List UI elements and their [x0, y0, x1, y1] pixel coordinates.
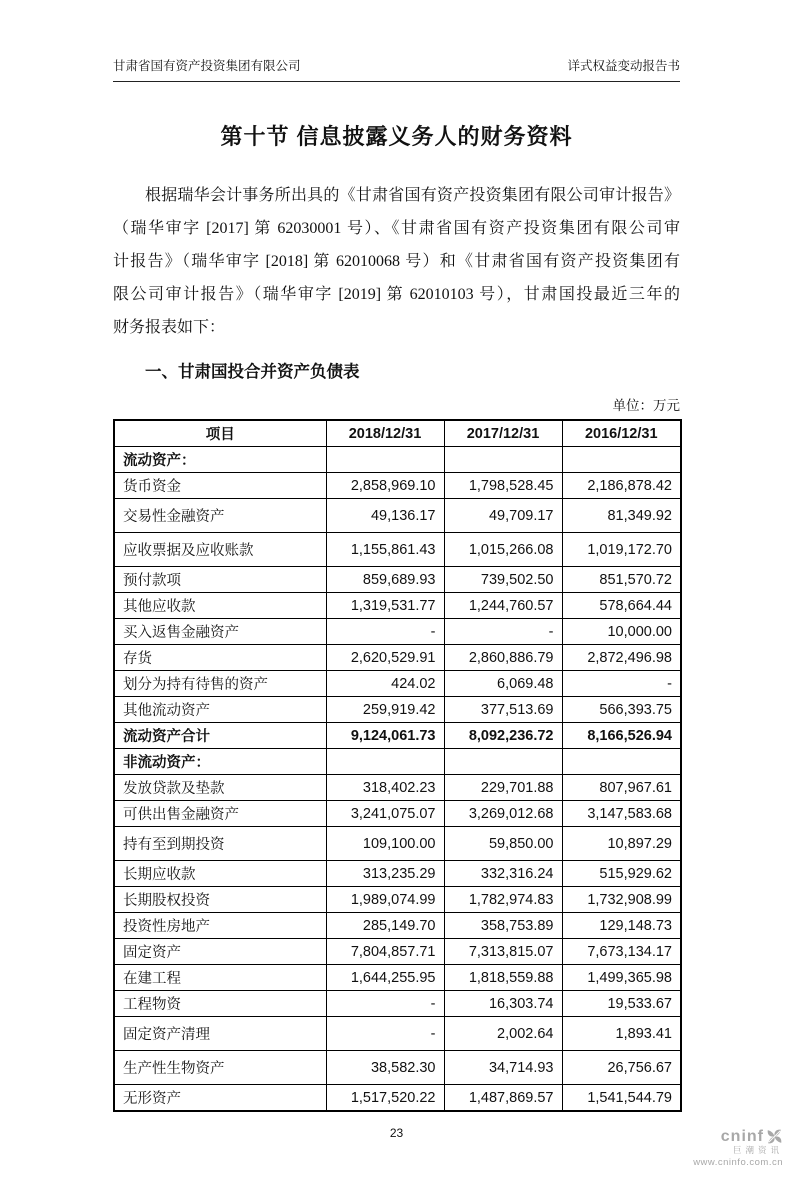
row-value: -	[326, 619, 444, 645]
running-header	[113, 56, 680, 82]
table-row	[114, 965, 681, 991]
paragraph-line: 根据瑞华会计事务所出具的《甘肃省国有资产投资集团有限公司审计报告》	[145, 187, 680, 204]
row-value: 49,709.17	[444, 499, 562, 533]
row-value: 807,967.61	[562, 775, 681, 801]
row-value: 377,513.69	[444, 697, 562, 723]
table-row	[114, 939, 681, 965]
cninfo-logo	[693, 1128, 783, 1168]
paragraph-line: 计报告》（瑞华审字 [2018] 第 62010068 号）和《甘肃省国有资产投资集团有	[113, 253, 680, 270]
row-value: 1,782,974.83	[444, 887, 562, 913]
table-row	[114, 567, 681, 593]
row-value: 1,798,528.45	[444, 473, 562, 499]
balance-sheet-table	[113, 419, 682, 1112]
table-row	[114, 645, 681, 671]
row-value: 109,100.00	[326, 827, 444, 861]
row-value: 313,235.29	[326, 861, 444, 887]
row-value	[444, 749, 562, 775]
row-value: 16,303.74	[444, 991, 562, 1017]
row-label: 应收票据及应收账款	[114, 533, 326, 567]
row-value: 34,714.93	[444, 1051, 562, 1085]
row-value: 10,897.29	[562, 827, 681, 861]
row-value: 1,732,908.99	[562, 887, 681, 913]
balance-table-body	[114, 447, 681, 1112]
row-value	[562, 447, 681, 473]
table-row	[114, 593, 681, 619]
table-row	[114, 887, 681, 913]
section-heading: 一、甘肃国投合并资产负债表	[145, 363, 360, 381]
row-label: 可供出售金融资产	[114, 801, 326, 827]
column-header-2017: 2017/12/31	[444, 420, 562, 447]
row-value: 318,402.23	[326, 775, 444, 801]
row-label: 固定资产	[114, 939, 326, 965]
table-row	[114, 619, 681, 645]
row-value: -	[326, 1017, 444, 1051]
row-label: 存货	[114, 645, 326, 671]
row-label: 持有至到期投资	[114, 827, 326, 861]
row-value: 358,753.89	[444, 913, 562, 939]
paragraph-line: （瑞华审字 [2017] 第 62030001 号）、《甘肃省国有资产投资集团有限公司审	[113, 220, 680, 237]
row-value: 3,269,012.68	[444, 801, 562, 827]
row-label: 投资性房地产	[114, 913, 326, 939]
table-row	[114, 1085, 681, 1112]
row-value: 424.02	[326, 671, 444, 697]
row-label: 货币资金	[114, 473, 326, 499]
column-header-2018: 2018/12/31	[326, 420, 444, 447]
page-number: 23	[389, 1126, 404, 1140]
row-value: 59,850.00	[444, 827, 562, 861]
row-value: 1,644,255.95	[326, 965, 444, 991]
row-value: 859,689.93	[326, 567, 444, 593]
row-value: 38,582.30	[326, 1051, 444, 1085]
table-row	[114, 827, 681, 861]
row-value: 1,487,869.57	[444, 1085, 562, 1112]
row-value: 1,989,074.99	[326, 887, 444, 913]
row-label: 交易性金融资产	[114, 499, 326, 533]
row-value: 1,155,861.43	[326, 533, 444, 567]
row-value: 8,092,236.72	[444, 723, 562, 749]
row-label: 流动资产：	[114, 447, 326, 473]
row-value: 7,673,134.17	[562, 939, 681, 965]
column-header-2016: 2016/12/31	[562, 420, 681, 447]
row-label: 长期股权投资	[114, 887, 326, 913]
row-value: 19,533.67	[562, 991, 681, 1017]
row-value: 2,002.64	[444, 1017, 562, 1051]
row-value: 259,919.42	[326, 697, 444, 723]
cninfo-logo-url: www.cninfo.com.cn	[693, 1156, 783, 1168]
row-value: 2,186,878.42	[562, 473, 681, 499]
row-value: 6,069.48	[444, 671, 562, 697]
header-report-name: 详式权益变动报告书	[567, 59, 680, 73]
row-value: 1,541,544.79	[562, 1085, 681, 1112]
table-row	[114, 801, 681, 827]
table-row	[114, 1051, 681, 1085]
page-title: 第十节 信息披露义务人的财务资料	[220, 124, 573, 149]
document-page	[0, 56, 793, 1178]
header-company-name: 甘肃省国有资产投资集团有限公司	[113, 59, 301, 73]
cninfo-logo-text: cninf	[720, 1127, 764, 1145]
row-label: 固定资产清理	[114, 1017, 326, 1051]
row-label: 预付款项	[114, 567, 326, 593]
row-label: 划分为持有待售的资产	[114, 671, 326, 697]
row-value: 2,872,496.98	[562, 645, 681, 671]
table-row	[114, 447, 681, 473]
row-value: 8,166,526.94	[562, 723, 681, 749]
table-row	[114, 913, 681, 939]
row-value: 1,893.41	[562, 1017, 681, 1051]
row-value: 9,124,061.73	[326, 723, 444, 749]
row-label: 买入返售金融资产	[114, 619, 326, 645]
paragraph-line: 财务报表如下：	[113, 319, 226, 336]
row-value: 81,349.92	[562, 499, 681, 533]
table-row	[114, 723, 681, 749]
row-value: 1,818,559.88	[444, 965, 562, 991]
pinwheel-icon	[766, 1128, 783, 1145]
table-row	[114, 991, 681, 1017]
row-value	[444, 447, 562, 473]
row-value: 1,517,520.22	[326, 1085, 444, 1112]
column-header-item: 项目	[114, 420, 326, 447]
row-value: 3,241,075.07	[326, 801, 444, 827]
row-value: -	[444, 619, 562, 645]
table-row	[114, 775, 681, 801]
row-label: 发放贷款及垫款	[114, 775, 326, 801]
row-value: 2,858,969.10	[326, 473, 444, 499]
row-label: 非流动资产：	[114, 749, 326, 775]
row-value	[326, 749, 444, 775]
row-label: 流动资产合计	[114, 723, 326, 749]
row-value: 129,148.73	[562, 913, 681, 939]
row-value: 1,015,266.08	[444, 533, 562, 567]
row-value: 3,147,583.68	[562, 801, 681, 827]
row-value: 49,136.17	[326, 499, 444, 533]
unit-label: 单位：万元	[612, 398, 680, 413]
row-value: 7,804,857.71	[326, 939, 444, 965]
row-value: 578,664.44	[562, 593, 681, 619]
row-label: 在建工程	[114, 965, 326, 991]
row-value: 1,499,365.98	[562, 965, 681, 991]
row-value: 739,502.50	[444, 567, 562, 593]
row-value: 10,000.00	[562, 619, 681, 645]
row-value: 1,319,531.77	[326, 593, 444, 619]
row-value	[562, 749, 681, 775]
table-row	[114, 861, 681, 887]
cninfo-logo-chinese: 巨潮资讯	[732, 1145, 783, 1156]
row-value: -	[562, 671, 681, 697]
row-value: 515,929.62	[562, 861, 681, 887]
table-row	[114, 697, 681, 723]
row-label: 其他流动资产	[114, 697, 326, 723]
row-label: 生产性生物资产	[114, 1051, 326, 1085]
intro-paragraph	[113, 179, 680, 344]
row-value	[326, 447, 444, 473]
row-label: 工程物资	[114, 991, 326, 1017]
row-value: 332,316.24	[444, 861, 562, 887]
table-row	[114, 499, 681, 533]
row-value: 1,244,760.57	[444, 593, 562, 619]
row-value: 566,393.75	[562, 697, 681, 723]
row-value: 1,019,172.70	[562, 533, 681, 567]
row-value: 851,570.72	[562, 567, 681, 593]
row-label: 无形资产	[114, 1085, 326, 1112]
table-row	[114, 749, 681, 775]
table-row	[114, 1017, 681, 1051]
row-value: 285,149.70	[326, 913, 444, 939]
row-value: 2,620,529.91	[326, 645, 444, 671]
table-row	[114, 671, 681, 697]
table-row	[114, 473, 681, 499]
row-value: 7,313,815.07	[444, 939, 562, 965]
row-value: 229,701.88	[444, 775, 562, 801]
paragraph-line: 限公司审计报告》（瑞华审字 [2019] 第 62010103 号），甘肃国投最近三年的	[113, 286, 680, 303]
table-row	[114, 533, 681, 567]
row-value: -	[326, 991, 444, 1017]
table-header-row	[114, 420, 681, 447]
row-value: 2,860,886.79	[444, 645, 562, 671]
row-value: 26,756.67	[562, 1051, 681, 1085]
row-label: 其他应收款	[114, 593, 326, 619]
row-label: 长期应收款	[114, 861, 326, 887]
